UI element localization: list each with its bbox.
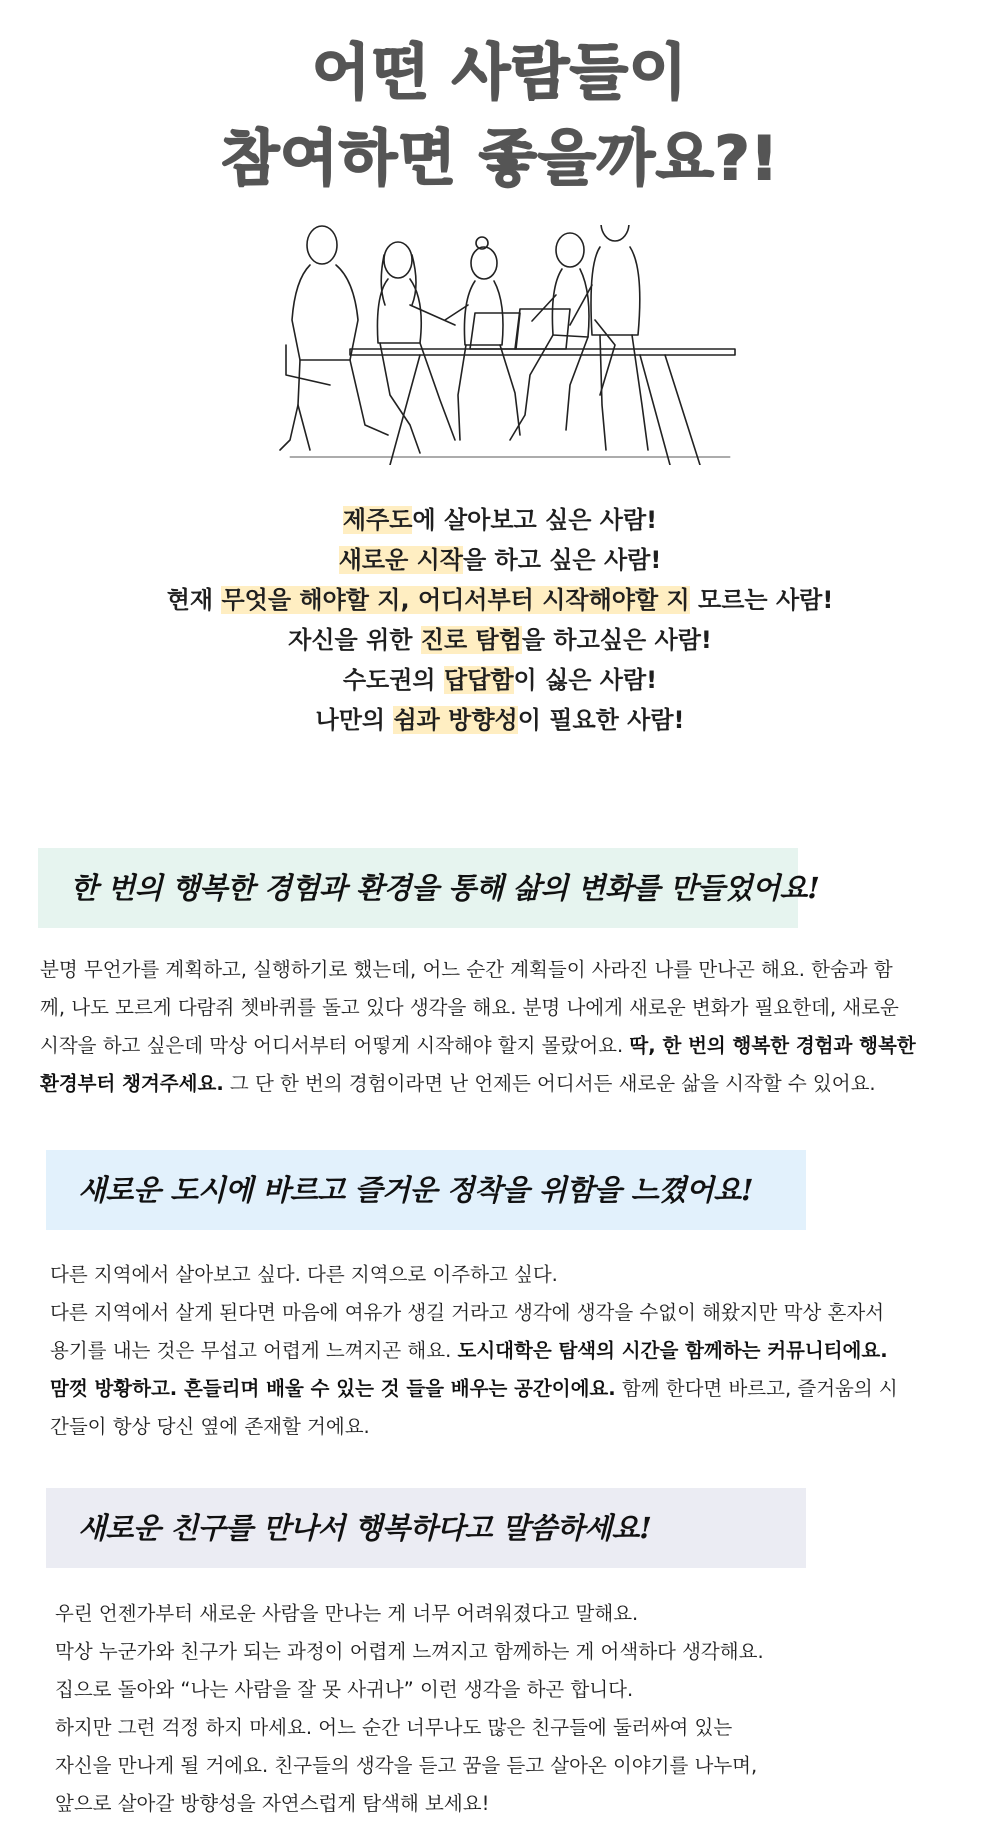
audience-item: 나만의 쉼과 방향성이 필요한 사람! bbox=[315, 706, 685, 734]
section-3-banner bbox=[46, 1488, 806, 1568]
audience-item: 자신을 위한 진로 탐험을 하고싶은 사람! bbox=[288, 626, 712, 654]
section-2-banner bbox=[46, 1150, 806, 1230]
target-audience-list bbox=[0, 500, 1000, 740]
audience-item: 현재 무엇을 해야할 지, 어디서부터 시작해야할 지 모르는 사람! bbox=[166, 586, 834, 614]
people-at-table-illustration bbox=[270, 225, 740, 465]
page-title-line-1: 어떤 사람들이 bbox=[312, 38, 688, 108]
audience-item: 수도권의 답답함이 싫은 사람! bbox=[342, 666, 658, 694]
audience-item: 새로운 시작을 하고 싶은 사람! bbox=[338, 546, 662, 574]
section-1-heading: 한 번의 행복한 경험과 환경을 통해 삶의 변화를 만들었어요! bbox=[70, 871, 820, 905]
section-2-body: 다른 지역에서 살아보고 싶다. 다른 지역으로 이주하고 싶다. 다른 지역에서 살게 된다면 마음에 여유가 생길 거라고 생각에 생각을 수없이 해왔지만 막상 혼자서 용기를 내는 것은 무섭고 어렵게 느껴지곤 해요. 도시대학은 탐색의 시간을 함께하는 커뮤니티에요. 맘껏 방황하고. 흔들리며 배울 수 있는 것 들을 배우는 공간이에요. 함께 한다면 바르고, 즐거움의 시 간들이 항상 당신 옆에 존재할 거에요. bbox=[50, 1263, 898, 1438]
section-1-banner bbox=[38, 848, 820, 928]
section-3-heading: 새로운 친구를 만나서 행복하다고 말씀하세요! bbox=[78, 1511, 652, 1545]
audience-item: 제주도에 살아보고 싶은 사람! bbox=[342, 506, 658, 534]
page-title bbox=[0, 30, 1000, 202]
section-1-body: 분명 무언가를 계획하고, 실행하기로 했는데, 어느 순간 계획들이 사라진 나를 만나곤 해요. 한숨과 함 께, 나도 모르게 다람쥐 쳇바퀴를 돌고 있다 생각을 해요. 분명 나에게 새로운 변화가 필요한데, 새로운 시작을 하고 싶은데 막상 어디서부터 어떻게 시작해야 할지 몰랐어요. 딱, 한 번의 행복한 경험과 행복한 환경부터 챙겨주세요. 그 단 한 번의 경험이라면 난 언제든 어디서든 새로운 삶을 시작할 수 있어요. bbox=[40, 958, 916, 1095]
section-2-heading: 새로운 도시에 바르고 즐거운 정착을 위함을 느꼈어요! bbox=[78, 1173, 754, 1207]
section-3-body: 우린 언젠가부터 새로운 사람을 만나는 게 너무 어려워졌다고 말해요. 막상 누군가와 친구가 되는 과정이 어렵게 느껴지고 함께하는 게 어색하다 생각해요. 집으로 돌아와 “나는 사람을 잘 못 사귀나” 이런 생각을 하곤 합니다. 하지만 그런 걱정 하지 마세요. 어느 순간 너무나도 많은 친구들에 둘러싸여 있는 자신을 만나게 될 거에요. 친구들의 생각을 듣고 꿈을 듣고 살아온 이야기를 나누며, 앞으로 살아갈 방향성을 자연스럽게 탐색해 보세요! bbox=[55, 1602, 764, 1815]
page-title-line-2: 참여하면 좋을까요?! bbox=[221, 124, 779, 194]
